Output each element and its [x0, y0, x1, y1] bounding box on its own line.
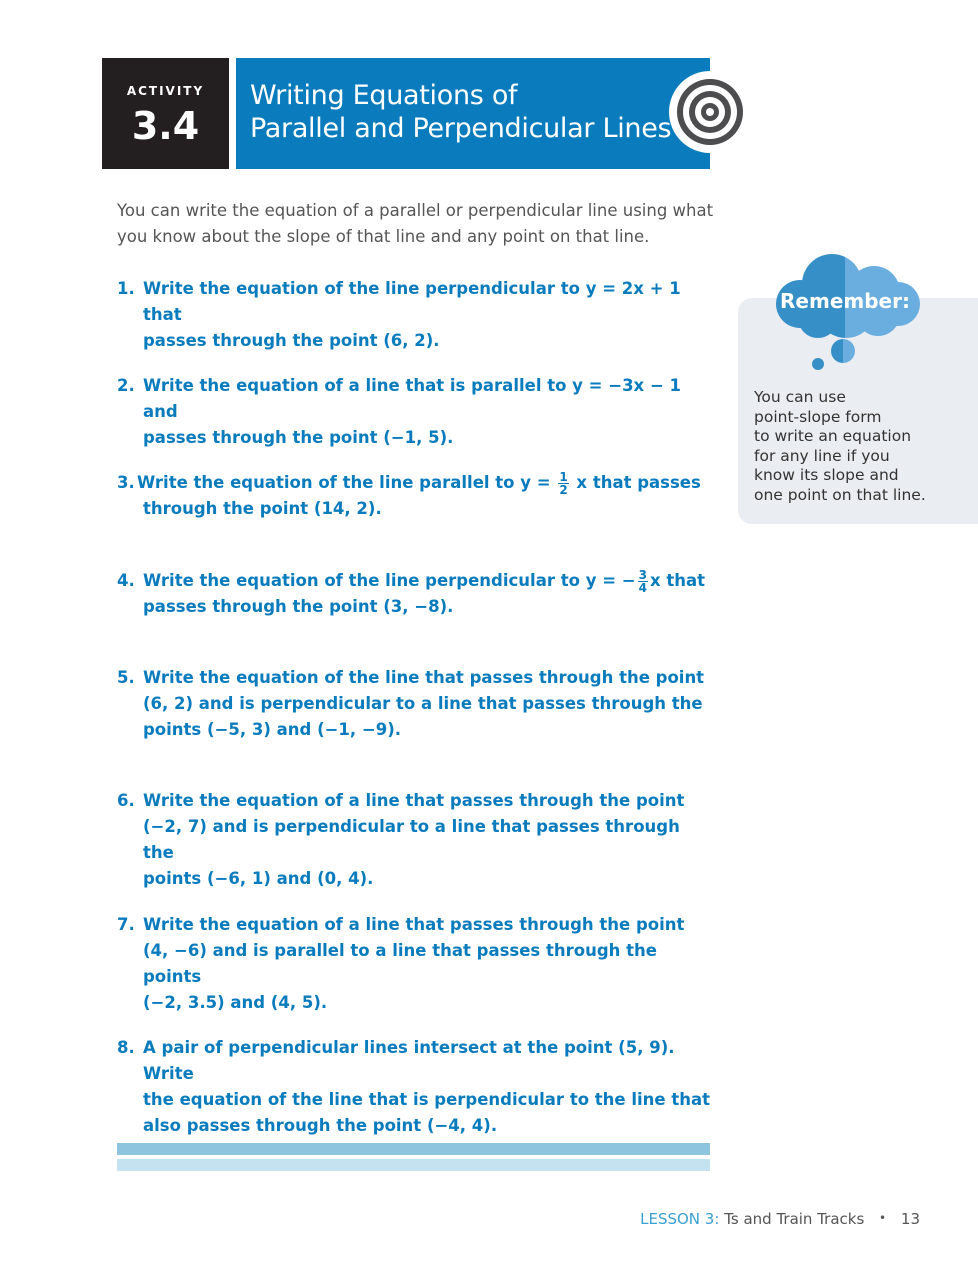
question-text: x that passes: [570, 473, 701, 492]
footer-lesson-title: Ts and Train Tracks: [724, 1210, 865, 1228]
footer-bullet: •: [879, 1211, 887, 1225]
remember-line: for any line if you: [754, 446, 890, 465]
question-line: passes through the point (−1, 5).: [143, 428, 454, 447]
question-number: 5.: [117, 668, 135, 687]
fraction-numerator: 1: [559, 470, 568, 484]
thought-cloud: [770, 252, 930, 372]
question-line: (−2, 3.5) and (4, 5).: [143, 993, 328, 1012]
question-3: [117, 470, 712, 522]
question-number: 2.: [117, 376, 135, 395]
question-2: [117, 373, 712, 451]
question-number: 3.: [117, 473, 135, 492]
fraction-denominator: 2: [559, 483, 568, 497]
question-text: x that: [649, 571, 705, 590]
question-line: passes through the point (3, −8).: [143, 597, 454, 616]
answer-divider-bar: [117, 1143, 710, 1155]
question-1: [117, 276, 712, 354]
footer-lesson-label: LESSON 3:: [640, 1210, 720, 1228]
question-line: Write the equation of the line that passes through the point: [143, 668, 705, 687]
remember-note: [754, 388, 954, 505]
activity-title-banner: [236, 58, 710, 169]
question-number: 8.: [117, 1038, 135, 1057]
target-icon: [668, 70, 752, 154]
question-line: [117, 568, 712, 594]
question-5: [117, 665, 712, 743]
remember-line: to write an equation: [754, 427, 912, 445]
question-text: Write the equation of the line perpendicular to y = −: [143, 571, 636, 590]
activity-title-line1: Writing Equations of: [250, 80, 518, 111]
page-number: 13: [900, 1210, 920, 1228]
question-7: [117, 912, 712, 1016]
activity-title-line2: Parallel and Perpendicular Lines: [250, 113, 672, 144]
question-line: points (−5, 3) and (−1, −9).: [143, 720, 402, 739]
question-line: Write the equation of a line that passes through the point: [143, 791, 685, 810]
question-8: [117, 1035, 712, 1139]
remember-line: know its slope and: [754, 466, 899, 484]
intro-text: You can write the equation of a parallel or perpendicular line using what you know about the slope of that line and any point on that line.: [117, 201, 714, 246]
fraction: [638, 569, 648, 594]
question-line: (4, −6) and is parallel to a line that passes through the points: [143, 941, 657, 986]
remember-line: You can use: [754, 388, 846, 406]
remember-title: Remember:: [780, 289, 910, 313]
fraction-denominator: 4: [638, 581, 647, 595]
question-text: Write the equation of the line parallel to y =: [137, 473, 557, 492]
question-line: [117, 470, 712, 496]
fraction: [558, 471, 568, 496]
question-line: (−2, 7) and is perpendicular to a line that passes through the: [143, 817, 680, 862]
question-line: also passes through the point (−4, 4).: [143, 1116, 498, 1135]
question-4: [117, 568, 712, 620]
question-line: through the point (14, 2).: [143, 499, 382, 518]
remember-line: point-slope form: [754, 407, 882, 426]
fraction-numerator: 3: [638, 568, 647, 582]
remember-line: one point on that line.: [754, 485, 926, 504]
answer-divider-bar-light: [117, 1159, 710, 1171]
question-number: 4.: [117, 571, 135, 590]
question-number: 6.: [117, 791, 135, 810]
question-line: A pair of perpendicular lines intersect at the point (5, 9). Write: [143, 1038, 675, 1083]
activity-label: ACTIVITY: [126, 84, 205, 98]
page-footer: [640, 1210, 920, 1228]
question-line: the equation of the line that is perpendicular to the line that: [143, 1090, 711, 1109]
question-line: passes through the point (6, 2).: [143, 331, 440, 350]
question-line: (6, 2) and is perpendicular to a line that passes through the: [143, 694, 703, 713]
question-line: Write the equation of the line perpendicular to y = 2x + 1 that: [143, 279, 681, 324]
activity-badge: [102, 58, 229, 169]
question-line: Write the equation of a line that is parallel to y = −3x − 1 and: [143, 376, 681, 421]
question-line: Write the equation of a line that passes through the point: [143, 915, 685, 934]
question-number: 1.: [117, 279, 135, 298]
activity-number: 3.4: [131, 104, 200, 148]
question-line: points (−6, 1) and (0, 4).: [143, 869, 374, 888]
question-6: [117, 788, 712, 892]
question-number: 7.: [117, 915, 135, 934]
